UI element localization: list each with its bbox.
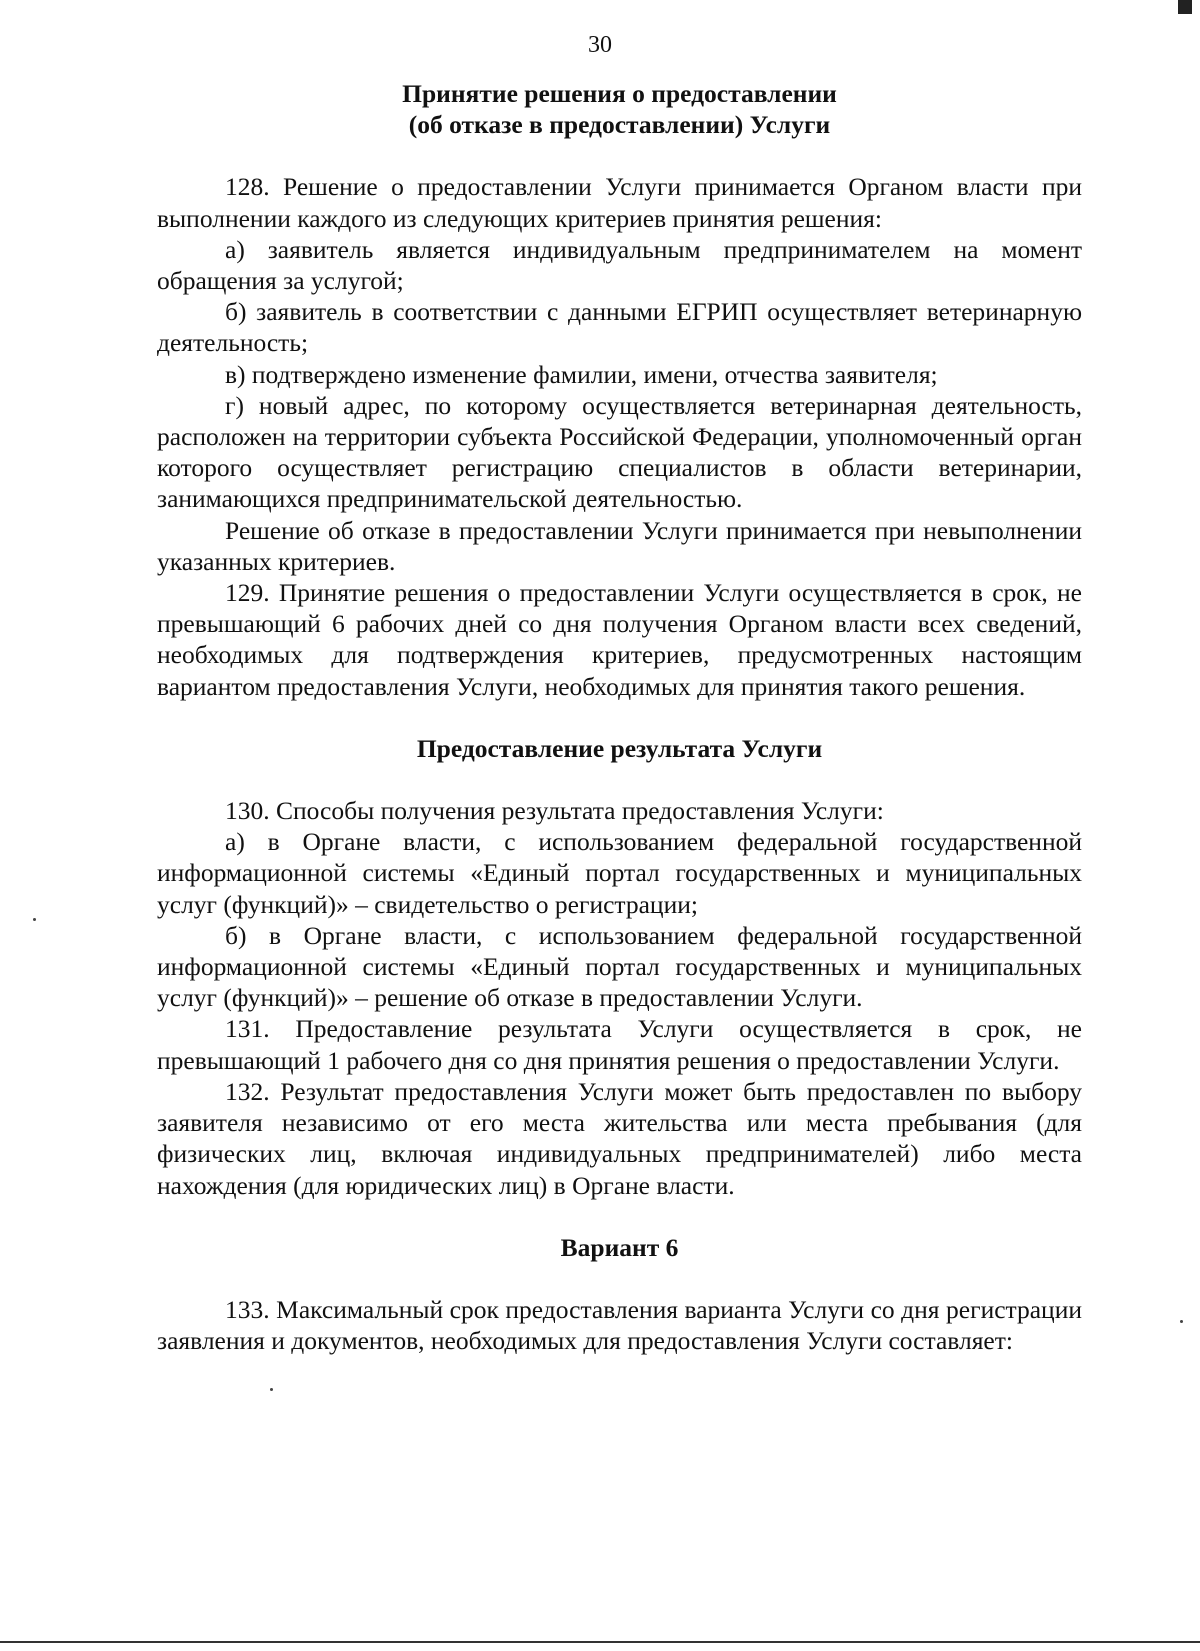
scan-speck xyxy=(1180,1320,1183,1323)
heading-line: (об отказе в предоставлении) Услуги xyxy=(408,110,831,140)
criterion-g: г) новый адрес, по которому осуществляется ветеринарная деятельность, расположен на территории субъекта Российской Федерации, уполномоченный орган которого осуществляет регистрацию специалистов в области ветеринарии, занимающихся предпринимательской деятельностью. xyxy=(157,390,1082,514)
heading-line: Предоставление результата Услуги xyxy=(416,733,823,763)
refusal-paragraph: Решение об отказе в предоставлении Услуги принимается при невыполнении указанных критериев. xyxy=(157,515,1082,576)
method-a: а) в Органе власти, с использованием федеральной государственной информационной системы «Единый портал государственных и муниципальных услуг (функций)» – свидетельство о регистрации; xyxy=(157,827,1082,919)
scan-speck xyxy=(33,918,36,921)
paragraph-129: 129. Принятие решения о предоставлении Услуги осуществляется в срок, не превышающий 6 рабочих дней со дня получения Органом власти всех сведений, необходимых для подтверждения критериев, предусмотренных настоящим вариантом предоставления Услуги, необходимых для принятия такого решения. xyxy=(157,578,1082,701)
criterion-a: а) заявитель является индивидуальным предпринимателем на момент обращения за услугой; xyxy=(157,234,1082,296)
section-heading-variant-6 xyxy=(157,1232,1082,1263)
page-number: 30 xyxy=(588,32,612,58)
paragraph-133: 133. Максимальный срок предоставления варианта Услуги со дня регистрации заявления и документов, необходимых для предоставления Услуги составляет: xyxy=(157,1294,1082,1356)
document-body xyxy=(157,78,1082,1356)
paragraph-130: 130. Способы получения результата предоставления Услуги: xyxy=(225,796,884,826)
scan-speck xyxy=(270,1388,273,1391)
section-heading-decision xyxy=(157,78,1082,140)
method-b: б) в Органе власти, с использованием федеральной государственной информационной системы «Единый портал государственных и муниципальных услуг (функций)» – решение об отказе в предоставлении Услуги. xyxy=(157,920,1082,1013)
section-heading-result xyxy=(157,733,1082,764)
heading-line: Вариант 6 xyxy=(560,1232,679,1262)
paragraph-131: 131. Предоставление результата Услуги осуществляется в срок, не превышающий 1 рабочего дня со дня принятия решения о предоставлении Услуги. xyxy=(157,1014,1082,1075)
scan-bottom-edge xyxy=(0,1641,1200,1643)
paragraph-132: 132. Результат предоставления Услуги может быть предоставлен по выбору заявителя независимо от его места жительства или места пребывания (для физических лиц, включая индивидуальных предпринимателей) либо места нахождения (для юридических лиц) в Органе власти. xyxy=(157,1076,1082,1200)
scan-mark xyxy=(1178,0,1192,14)
heading-line: Принятие решения о предоставлении xyxy=(402,79,837,108)
paragraph-128: 128. Решение о предоставлении Услуги принимается Органом власти при выполнении каждого из следующих критериев принятия решения: xyxy=(157,172,1082,233)
criterion-v: в) подтверждено изменение фамилии, имени, отчества заявителя; xyxy=(225,359,938,389)
criterion-b: б) заявитель в соответствии с данными ЕГРИП осуществляет ветеринарную деятельность; xyxy=(157,297,1082,358)
